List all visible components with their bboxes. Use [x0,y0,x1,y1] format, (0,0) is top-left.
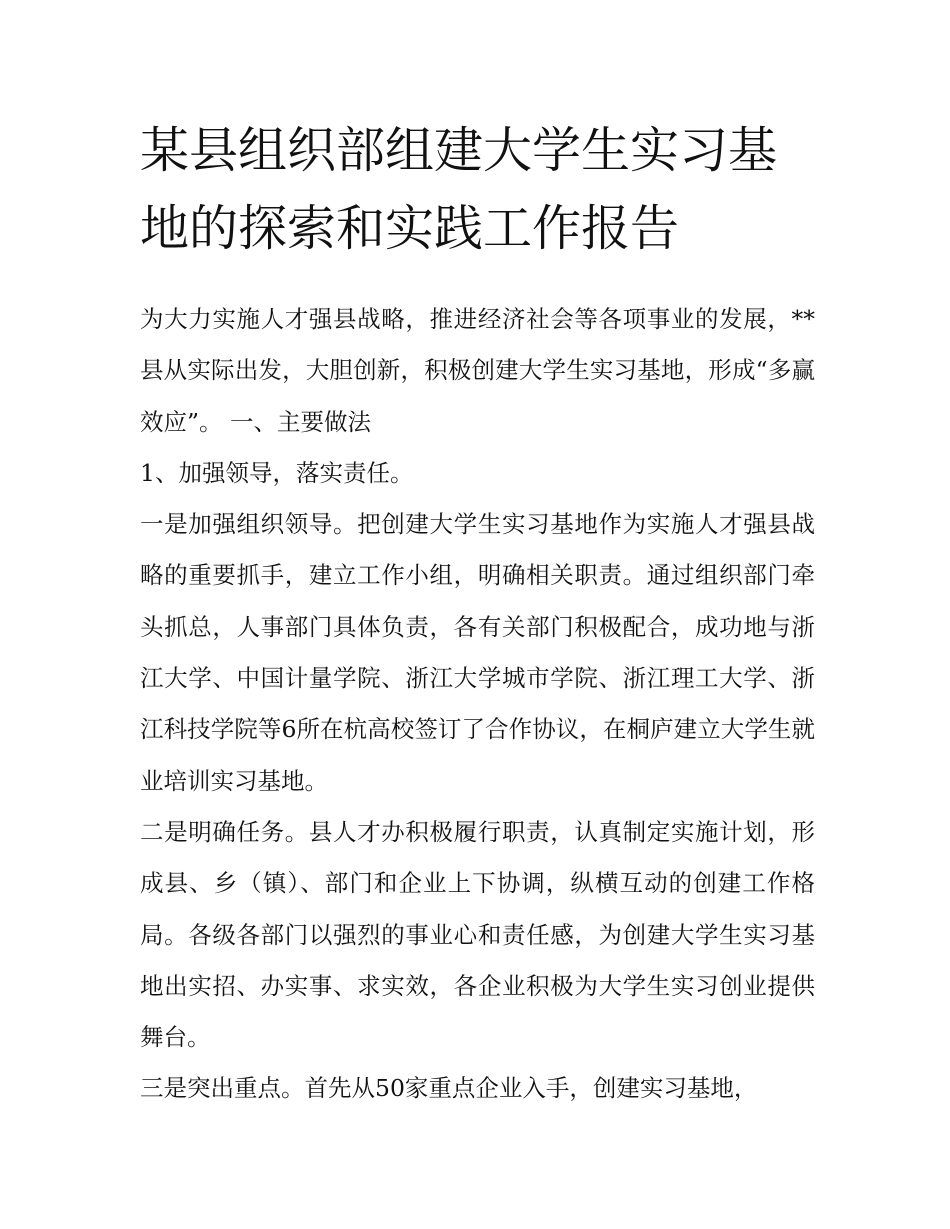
paragraph-organization: 一是加强组织领导。把创建大学生实习基地作为实施人才强县战略的重要抓手，建立工作小组，明确相关职责。通过组织部门牵头抓总，人事部门具体负责，各有关部门积极配合，成功地与浙江大学、中国计量学院、浙江大学城市学院、浙江理工大学、浙江科技学院等6所在杭高校签订了合作协议，在桐庐建立大学生就业培训实习基地。 [140,510,815,795]
paragraph-tasks: 二是明确任务。县人才办积极履行职责，认真制定实施计划，形成县、乡（镇）、部门和企业上下协调，纵横互动的创建工作格局。各级各部门以强烈的事业心和责任感，为创建大学生实习基地出实招、办实事、求实效，各企业积极为大学生实习创业提供舞台。 [140,817,815,1052]
paragraph-intro: 为大力实施人才强县战略，推进经济社会等各项事业的发展，**县从实际出发，大胆创新，积极创建大学生实习基地，形成“多赢效应”。 一、主要做法 [140,305,815,436]
paragraph-focus: 三是突出重点。首先从50家重点企业入手，创建实习基地， [140,1074,758,1103]
document-title: 某县组织部组建大学生实习基地的探索和实践工作报告 [140,122,778,257]
document-body [140,294,815,1115]
paragraph-heading-leadership: 1、加强领导，落实责任。 [140,458,414,487]
document-page [140,112,815,1115]
